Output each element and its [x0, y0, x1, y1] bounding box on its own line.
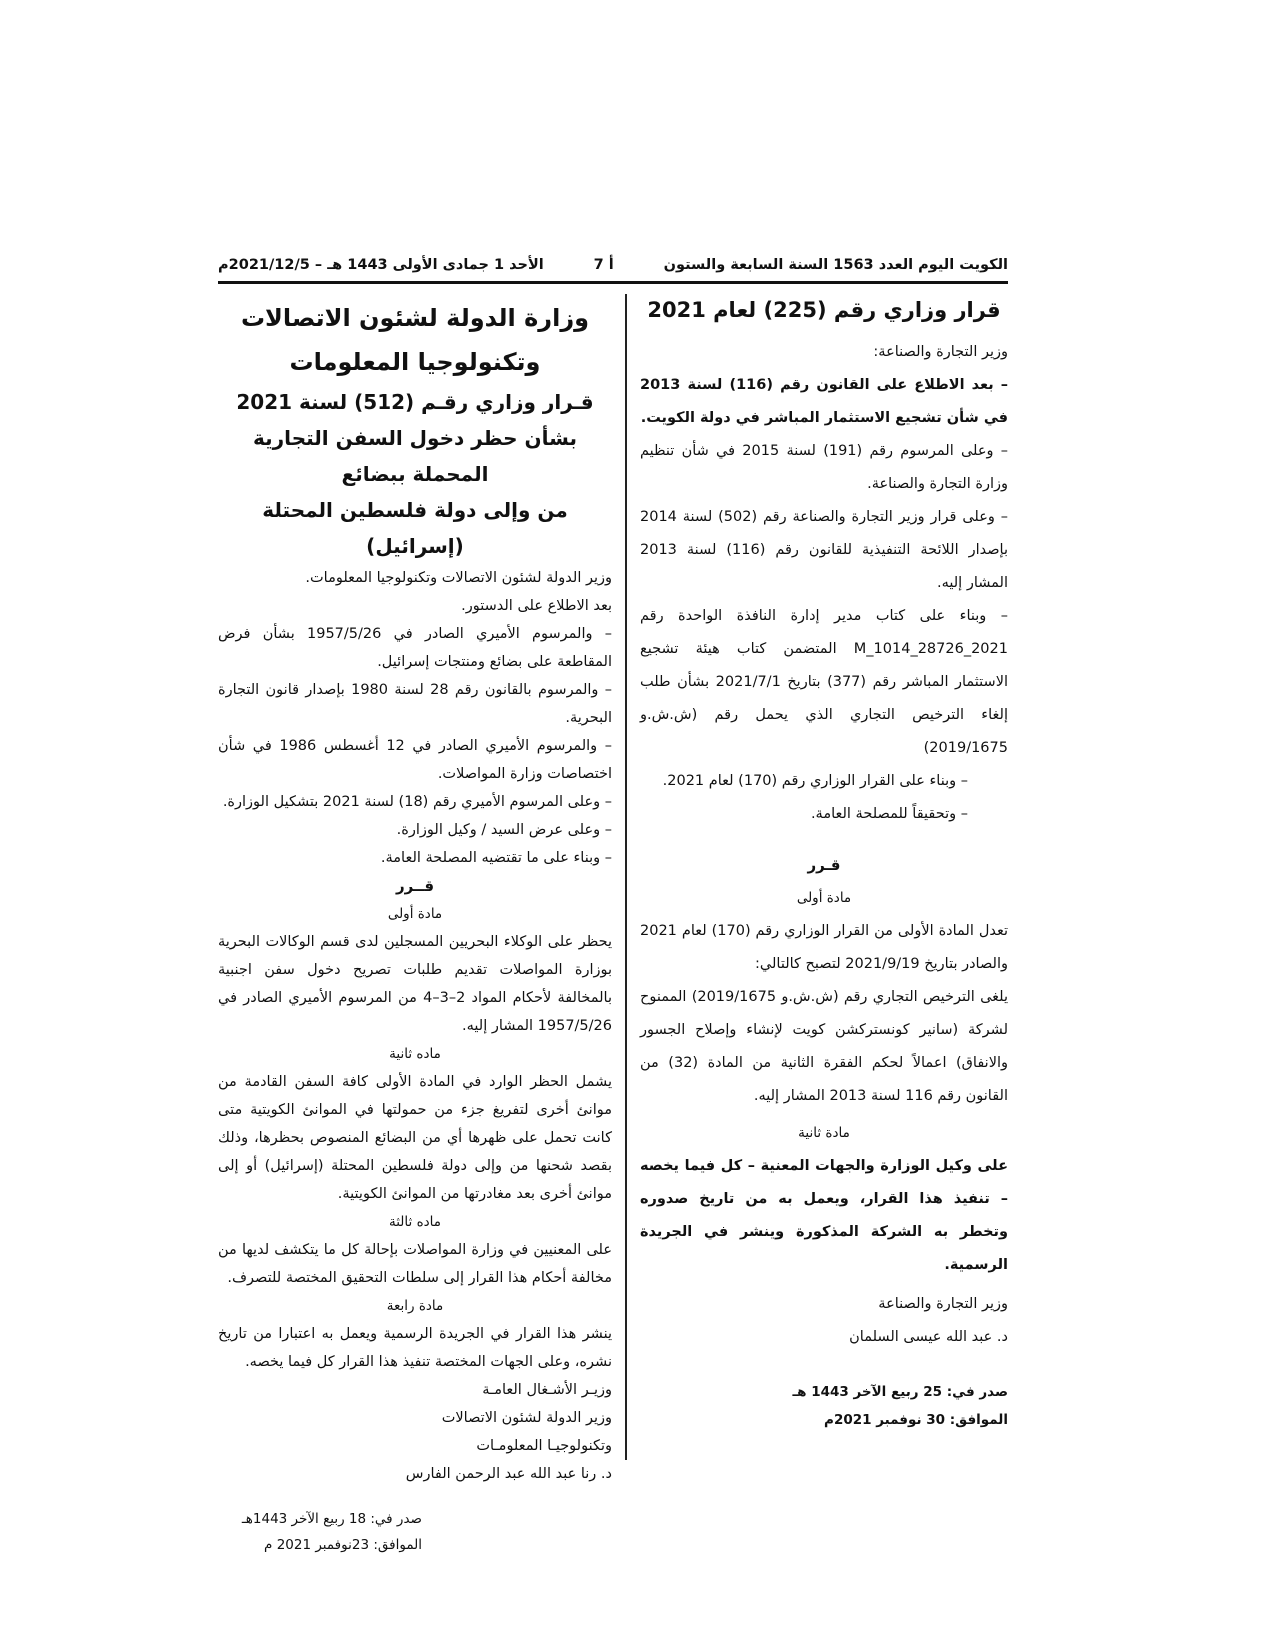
- decree-512-article2-title: ماده ثانية: [389, 1046, 441, 1062]
- decree-512-article3: على المعنيين في وزارة المواصلات بإحالة كل ما يتكشف لديها من مخالفة أحكام هذا القرار إلى سلطات التحقيق المختصة للتصرف.: [218, 1242, 612, 1286]
- column-divider: [625, 294, 627, 1460]
- header-publication: الكويت اليوم العدد 1563 السنة السابعة والستون: [663, 257, 1008, 273]
- decree-512-article4-title: مادة رابعة: [386, 1298, 444, 1314]
- decree-225-corresponding: الموافق: 30 نوفمبر 2021م: [824, 1412, 1008, 1428]
- page-header: [218, 254, 1008, 276]
- decree-225-article1-para1: تعدل المادة الأولى من القرار الوزاري رقم (170) لعام 2021 والصادر بتاريخ 2021/9/19 لتصبح كالتالي:: [640, 923, 1008, 972]
- decree-512-article3-title: ماده ثالثة: [388, 1214, 442, 1230]
- decree-225-signer-title: وزير التجارة والصناعة: [878, 1296, 1008, 1312]
- header-rule: [218, 281, 1008, 284]
- ministry-name-line1: وزارة الدولة لشئون الاتصالات: [240, 304, 590, 332]
- decree-512-preamble-7: – وبناء على ما تقتضيه المصلحة العامة.: [380, 850, 612, 866]
- decree-225-decree-word: قـرر: [807, 856, 841, 874]
- decree-225-column: [640, 296, 1008, 1434]
- decree-512-minister: وزير الدولة لشئون الاتصالات وتكنولوجيا المعلومات.: [305, 570, 612, 586]
- decree-512-signer-title3: وتكنولوجيـا المعلومـات: [476, 1438, 612, 1454]
- decree-512-subject-line2: من وإلى دولة فلسطين المحتلة (إسرائيل): [262, 498, 568, 558]
- decree-512-decree-word: قــرر: [395, 877, 435, 895]
- decree-225-preamble-1: – بعد الاطلاع على القانون رقم (116) لسنة 2013 في شأن تشجيع الاستثمار المباشر في دولة الكويت.: [640, 377, 1008, 426]
- decree-512-signer-title2: وزير الدولة لشئون الاتصالات: [441, 1410, 612, 1426]
- decree-225-article2: على وكيل الوزارة والجهات المعنية – كل فيما يخصه – تنفيذ هذا القرار، ويعمل به من تاريخ صدوره وتخطر به الشركة المذكورة وينشر في الجريدة الرسمية.: [640, 1158, 1008, 1273]
- decree-512-title: قـرار وزاري رقـم (512) لسنة 2021: [236, 390, 594, 414]
- decree-512-subject-line1: بشأن حظر دخول السفن التجارية المحملة ببضائع: [253, 426, 577, 486]
- decree-512-preamble-2: – والمرسوم الأميري الصادر في 1957/5/26 بشأن فرض المقاطعة على بضائع ومنتجات إسرائيل.: [218, 626, 613, 670]
- decree-512-article1-title: مادة أولى: [387, 906, 443, 922]
- decree-225-article1-para2: يلغى الترخيص التجاري رقم (ش.ش.و 2019/1675) الممنوح لشركة (سانير كونستركشن كويت لإنشاء وإصلاح الجسور والانفاق) اعمالاً لحكم الفقرة الثانية من المادة (32) من القانون رقم 116 لسنة 2013 المشار إليه.: [640, 989, 1008, 1104]
- ministry-name-line2: وتكنولوجيا المعلومات: [289, 348, 541, 376]
- header-page-number: أ 7: [593, 257, 614, 273]
- decree-512-signer-title1: وزيـر الأشـغال العامـة: [482, 1382, 612, 1398]
- decree-225-article1-title: مادة أولى: [796, 890, 852, 906]
- decree-225-preamble-6: – وتحقيقاً للمصلحة العامة.: [810, 806, 968, 822]
- decree-225-preamble-2: – وعلى المرسوم رقم (191) لسنة 2015 في شأن تنظيم وزارة التجارة والصناعة.: [640, 443, 1008, 492]
- decree-512-article2: يشمل الحظر الوارد في المادة الأولى كافة السفن القادمة من موانئ أخرى لتفريغ جزء من حمولتها في الموانئ الكويتية متى كانت تحمل على ظهرها أي من البضائع المنصوص بحظرها، وذلك بقصد شحنها من وإلى دولة فلسطين المحتلة (إسرائيل) أو إلى موانئ أخرى بعد مغادرتها من الموانئ الكويتية.: [218, 1074, 612, 1202]
- decree-225-signer-name: د. عبد الله عيسى السلمان: [849, 1329, 1008, 1345]
- decree-225-article2-title: مادة ثانية: [798, 1125, 850, 1141]
- decree-225-issued: صدر في: 25 ربيع الآخر 1443 هـ: [792, 1384, 1008, 1400]
- decree-512-preamble-3: – والمرسوم بالقانون رقم 28 لسنة 1980 بإصدار قانون التجارة البحرية.: [218, 682, 612, 726]
- decree-512-preamble-5: – وعلى المرسوم الأميري رقم (18) لسنة 2021 بتشكيل الوزارة.: [222, 794, 612, 810]
- decree-512-issued: صدر في: 18 ربيع الآخر 1443هـ: [241, 1511, 422, 1527]
- decree-512-preamble-1: بعد الاطلاع على الدستور.: [461, 598, 612, 614]
- decree-225-preamble-5: – وبناء على القرار الوزاري رقم (170) لعام 2021.: [662, 773, 968, 789]
- decree-225-preamble-3: – وعلى قرار وزير التجارة والصناعة رقم (502) لسنة 2014 بإصدار اللائحة التنفيذية للقانون رقم (116) لسنة 2013 المشار إليه.: [640, 509, 1008, 591]
- decree-225-title: قرار وزاري رقم (225) لعام 2021: [647, 298, 1001, 322]
- decree-512-article4: ينشر هذا القرار في الجريدة الرسمية ويعمل به اعتبارا من تاريخ نشره، وعلى الجهات المختصة تنفيذ هذا القرار كل فيما يخصه.: [218, 1326, 612, 1370]
- decree-225-preamble-4: – وبناء على كتاب مدير إدارة النافذة الواحدة رقم M_1014_28726_2021 المتضمن كتاب هيئة تشجيع الاستثمار المباشر رقم (377) بتاريخ 2021/7/1 بشأن طلب إلغاء الترخيص التجاري الذي يحمل رقم (ش.ش.و 2019/1675): [640, 608, 1009, 756]
- decree-512-column: [218, 296, 612, 1558]
- decree-225-minister: وزير التجارة والصناعة:: [873, 344, 1008, 360]
- decree-512-preamble-4: – والمرسوم الأميري الصادر في 12 أغسطس 1986 في شأن اختصاصات وزارة المواصلات.: [218, 738, 612, 782]
- decree-512-signer-name: د. رنا عبد الله عبد الرحمن الفارس: [405, 1466, 612, 1482]
- header-date: الأحد 1 جمادى الأولى 1443 هـ – 2021/12/5م: [218, 257, 544, 273]
- decree-512-article1: يحظر على الوكلاء البحريين المسجلين لدى قسم الوكالات البحرية بوزارة المواصلات تقديم طلبات تصريح دخول سفن اجنبية بالمخالفة لأحكام المواد 2–3–4 من المرسوم الأميري الصادر في 1957/5/26 المشار إليه.: [218, 934, 612, 1034]
- decree-512-corresponding: الموافق: 23نوفمبر 2021 م: [264, 1537, 422, 1553]
- decree-512-preamble-6: – وعلى عرض السيد / وكيل الوزارة.: [396, 822, 612, 838]
